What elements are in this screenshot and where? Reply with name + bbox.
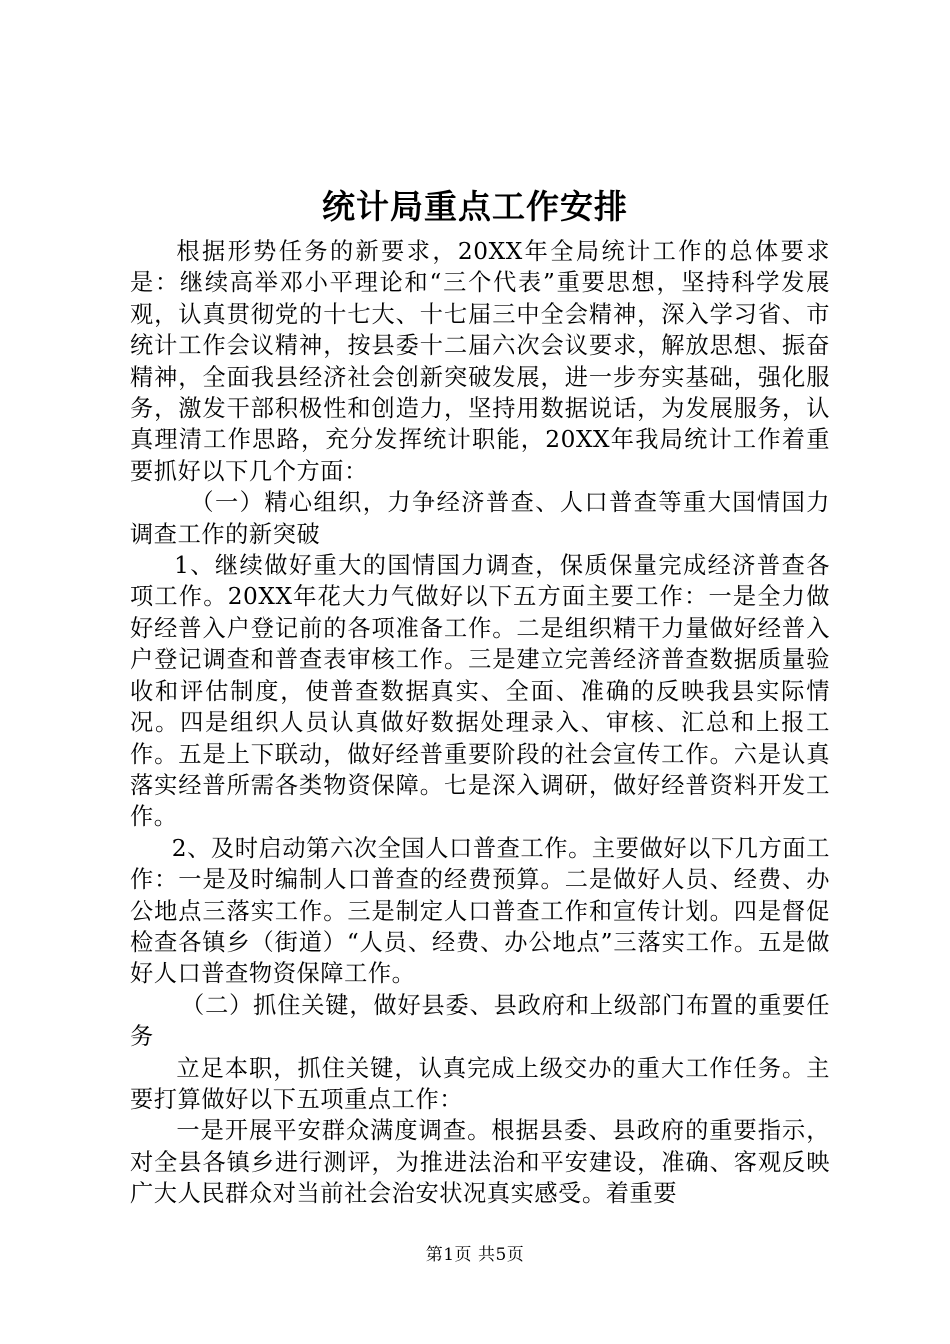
document-title: 统计局重点工作安排: [322, 187, 628, 226]
paragraph-key-tasks: 立足本职，抓住关键，认真完成上级交办的重大工作任务。主要打算做好以下五项重点工作：: [130, 1054, 830, 1113]
paragraph-intro: 根据形势任务的新要求，20XX年全局统计工作的总体要求是：继续高举邓小平理论和“三个代表”重要思想，坚持科学发展观，认真贯彻党的十七大、十七届三中全会精神，深入学习省、市统计工作会议精神，按县委十二届六次会议要求，解放思想、振奋精神，全面我县经济社会创新突破发展，进一步夯实基础，强化服务，激发干部积极性和创造力，坚持用数据说话，为发展服务，认真理清工作思路，充分发挥统计职能，20XX年我局统计工作着重要抓好以下几个方面：: [130, 238, 830, 485]
paragraph-item-1: 1、继续做好重大的国情国力调查，保质保量完成经济普查各项工作。20XX年花大力气做好以下五方面主要工作：一是全力做好经普入户登记前的各项准备工作。二是组织精干力量做好经普入户登记调查和普查表审核工作。三是建立完善经济普查数据质量验收和评估制度，使普查数据真实、全面、准确的反映我县实际情况。四是组织人员认真做好数据处理录入、审核、汇总和上报工作。五是上下联动，做好经普重要阶段的社会宣传工作。六是认真落实经普所需各类物资保障。七是深入调研，做好经普资料开发工作。: [130, 552, 830, 831]
section-heading-2: （二）抓住关键，做好县委、县政府和上级部门布置的重要任务: [130, 991, 830, 1051]
paragraph-item-2: 2、及时启动第六次全国人口普查工作。主要做好以下几方面工作：一是及时编制人口普查的经费预算。二是做好人员、经费、办公地点三落实工作。三是制定人口普查工作和宣传计划。四是督促检查各镇乡（街道）“人员、经费、办公地点”三落实工作。五是做好人口普查物资保障工作。: [130, 834, 830, 988]
paragraph-task-1: 一是开展平安群众满度调查。根据县委、县政府的重要指示，对全县各镇乡进行测评，为推进法治和平安建设，准确、客观反映广大人民群众对当前社会治安状况真实感受。着重要: [130, 1117, 830, 1208]
document-body: [130, 236, 830, 1210]
section-heading-1: （一）精心组织，力争经济普查、人口普查等重大国情国力调查工作的新突破: [130, 489, 830, 548]
page-number-footer: 第1页 共5页: [425, 1245, 525, 1265]
